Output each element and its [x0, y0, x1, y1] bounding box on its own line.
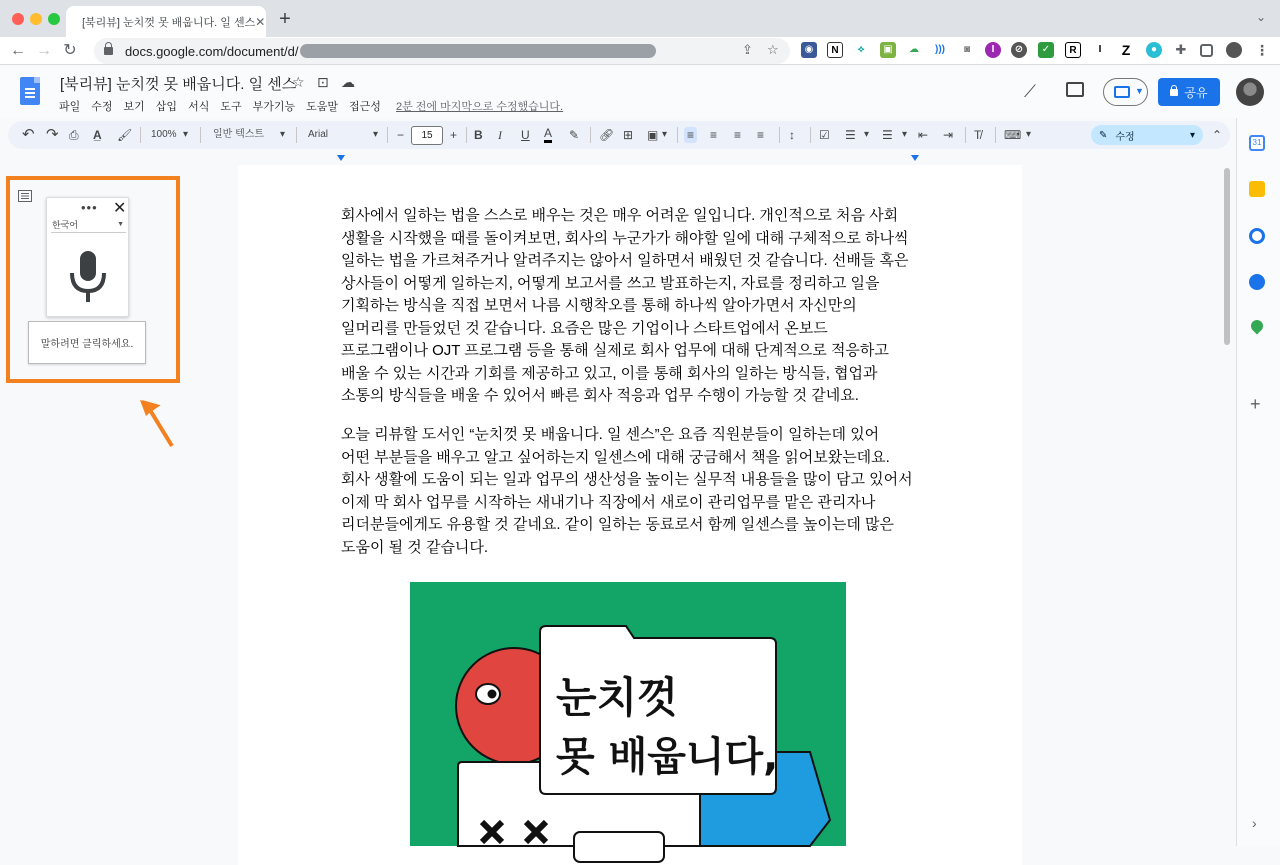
insert-link-icon[interactable]: 🔗︎ [599, 128, 615, 142]
extension-8-icon[interactable]: I [985, 42, 1001, 58]
tab-close-button[interactable]: ✕ [255, 14, 266, 29]
calendar-icon[interactable]: 31 [1249, 135, 1265, 151]
mode-chevron-icon: ▾ [1189, 129, 1195, 141]
formatting-toolbar [8, 121, 1230, 149]
vertical-scrollbar[interactable] [1223, 165, 1231, 846]
line-spacing-icon[interactable]: ↕ [789, 128, 795, 142]
last-edit-link[interactable]: 2분 전에 마지막으로 수정했습니다. [396, 101, 564, 113]
input-tools-chevron-icon[interactable]: ▾ [1026, 129, 1032, 140]
toolbar-divider [140, 127, 141, 143]
image-chevron-icon[interactable]: ▾ [662, 129, 668, 140]
extension-6-icon[interactable]: ))) [932, 42, 948, 58]
zoom-chevron-icon[interactable]: ▾ [183, 129, 189, 140]
window-close-button[interactable] [12, 13, 24, 25]
decrease-font-size-button[interactable]: − [397, 128, 405, 142]
menu-edit[interactable]: 수정 [91, 101, 113, 113]
align-right-icon[interactable]: ≡ [734, 128, 742, 142]
collapse-toolbar-chevron-icon[interactable]: ⌃ [1212, 128, 1223, 142]
window-zoom-button[interactable] [48, 13, 60, 25]
extension-4-icon[interactable]: ▣ [880, 42, 896, 58]
browser-tab-bar [0, 0, 1280, 37]
cover-title-line1: 눈치껏 [556, 673, 678, 722]
cloud-status-icon[interactable]: ☁ [341, 74, 355, 90]
camera-extension-icon[interactable]: ◙ [959, 42, 975, 58]
keep-icon[interactable] [1249, 181, 1265, 197]
microphone-icon[interactable] [69, 251, 107, 303]
menu-tools[interactable]: 도구 [220, 101, 242, 113]
right-indent-marker[interactable] [911, 155, 919, 161]
side-panel-icon[interactable] [1200, 44, 1213, 57]
toolbar-divider [810, 127, 811, 143]
font-size-input[interactable]: 15 [411, 126, 443, 145]
numbered-chevron-icon[interactable]: ▾ [902, 129, 908, 140]
paint-format-icon[interactable]: 🖌︎ [117, 128, 133, 142]
voice-language-select[interactable] [51, 217, 126, 233]
more-menu-icon[interactable]: ⋮ [1255, 42, 1269, 58]
document-title[interactable]: [북리뷰] 눈치껏 못 배웁니다. 일 센스 [60, 76, 297, 93]
notion-extension-icon[interactable]: N [827, 42, 843, 58]
extensions-puzzle-icon[interactable]: ✚ [1173, 42, 1189, 58]
toolbar-divider [590, 127, 591, 143]
lock-icon [1170, 89, 1178, 96]
contacts-icon[interactable] [1249, 274, 1265, 290]
font-select[interactable]: Arial [308, 129, 329, 140]
bullet-chevron-icon[interactable]: ▾ [864, 129, 870, 140]
url-text: docs.google.com/document/d/ [125, 43, 299, 59]
back-arrow-icon[interactable]: ← [10, 42, 26, 59]
style-chevron-icon[interactable]: ▾ [280, 129, 286, 140]
justify-icon[interactable]: ≡ [757, 128, 765, 142]
menu-bar [59, 98, 392, 114]
reload-icon[interactable]: ↻ [63, 42, 77, 59]
italic-button[interactable]: I [498, 128, 502, 142]
forward-arrow-icon[interactable]: → [36, 42, 52, 59]
cover-pupil [488, 690, 497, 699]
user-avatar[interactable] [1236, 78, 1264, 106]
clear-formatting-icon[interactable]: T̸ [974, 128, 982, 142]
lock-icon [104, 47, 113, 55]
body-paragraph-2[interactable]: 오늘 리뷰할 도서인 “눈치껏 못 배웁니다. 일 센스”은 요즘 직원분들이 일하는데 있어 어떤 부분들을 배우고 알고 싶어하는지 일센스에 대해 궁금해서 책을 읽어보왔는데요. 회사 생활에 도움이 되는 일과 업무의 생산성을 높이는 실무적 내용들을 많이 담고 있어서 이제 막 회사 업무를 시작하는 새내기나 직장에서 새로이 관리업무를 맡은 관리자나 리더분들에게도 유용할 것 같네요. 같이 일하는 동료로서 함께 일센스를 높이는데 많은 도움이 될 것 같습니다. [341, 426, 913, 556]
tasks-icon[interactable] [1249, 228, 1265, 244]
toolbar-divider [677, 127, 678, 143]
tab-search-chevron-icon[interactable]: ⌄ [1255, 10, 1266, 24]
underline-button[interactable]: U [521, 128, 530, 142]
extension-9-icon[interactable]: ⊘ [1011, 42, 1027, 58]
checklist-icon[interactable]: ☑ [819, 128, 830, 142]
toolbar-divider [779, 127, 780, 143]
url-redacted [300, 44, 656, 58]
present-button[interactable] [1103, 78, 1148, 106]
keyboard-input-icon[interactable]: ⌨ [1004, 128, 1022, 142]
menu-insert[interactable]: 삽입 [155, 101, 178, 113]
pencil-icon: ✎ [1099, 129, 1108, 141]
spellcheck-icon[interactable]: A̲ [93, 128, 102, 142]
toolbar-divider [965, 127, 966, 143]
voice-language-label: 한국어 [52, 220, 79, 230]
address-bar[interactable] [94, 38, 790, 64]
extension-z-icon[interactable]: Z [1118, 42, 1134, 58]
numbered-list-icon[interactable]: ☰ [882, 128, 893, 142]
paragraph-style-select[interactable]: 일반 텍스트 [213, 129, 265, 140]
share-label: 공유 [1184, 85, 1208, 100]
editing-mode-select[interactable] [1091, 125, 1203, 145]
chevron-down-icon: ▼ [1135, 86, 1144, 96]
align-center-icon[interactable]: ≡ [710, 128, 718, 142]
menu-addons[interactable]: 부가기능 [252, 101, 296, 113]
editing-mode-label: 수정 [1115, 131, 1135, 143]
align-left-icon[interactable]: ≡ [684, 127, 697, 143]
document-outline-icon[interactable] [18, 190, 32, 202]
voice-close-icon[interactable]: ✕ [113, 200, 127, 217]
print-icon[interactable]: ⎙ [69, 128, 79, 142]
extension-1-icon[interactable]: ◉ [801, 42, 817, 58]
toolbar-divider [387, 127, 388, 143]
docs-logo-icon[interactable] [20, 77, 40, 105]
checkmark-extension-icon[interactable]: ✓ [1038, 42, 1054, 58]
move-folder-icon[interactable]: ⊡ [317, 74, 329, 90]
cover-title-line2: 못 배웁니다, [556, 734, 779, 780]
comment-history-icon[interactable] [1066, 82, 1084, 97]
undo-icon[interactable]: ↶ [22, 126, 35, 143]
left-indent-marker[interactable] [337, 155, 345, 161]
cloud-extension-icon[interactable]: ☁ [906, 42, 922, 58]
activity-trend-icon[interactable]: ⟋ [1024, 82, 1036, 101]
new-tab-button[interactable]: + [279, 8, 291, 30]
extension-3-icon[interactable]: ⟡ [853, 42, 869, 58]
star-icon[interactable]: ☆ [292, 74, 305, 90]
language-chevron-icon: ▼ [117, 221, 124, 228]
cover-mouth-shape [574, 832, 664, 862]
present-screen-icon [1114, 86, 1130, 98]
share-button[interactable] [1158, 78, 1220, 106]
toolbar-divider [200, 127, 201, 143]
voice-options-icon[interactable]: ••• [81, 200, 98, 215]
redo-icon[interactable]: ↷ [46, 126, 59, 143]
text-color-button[interactable]: A [544, 127, 552, 143]
menu-format[interactable]: 서식 [188, 101, 210, 113]
ruler [0, 152, 1236, 162]
book-cover-image[interactable] [410, 582, 846, 846]
menu-help[interactable]: 도움말 [306, 101, 338, 113]
decrease-indent-icon[interactable]: ⇤ [918, 128, 929, 142]
extension-i-icon[interactable]: I [1092, 42, 1108, 58]
zoom-select[interactable]: 100% [151, 129, 177, 140]
bulleted-list-icon[interactable]: ☰ [845, 128, 856, 142]
voice-tooltip: 말하려면 클릭하세요. [28, 321, 146, 364]
browser-tab[interactable] [66, 6, 266, 37]
bold-button[interactable]: B [474, 128, 483, 142]
menu-view[interactable]: 보기 [123, 101, 145, 113]
hide-panel-chevron-icon[interactable]: › [1252, 815, 1257, 831]
orange-arrow-annotation [138, 398, 178, 452]
scrollbar-thumb[interactable] [1224, 168, 1230, 345]
toolbar-divider [296, 127, 297, 143]
window-minimize-button[interactable] [30, 13, 42, 25]
toolbar-divider [466, 127, 467, 143]
highlight-color-icon[interactable]: ✎ [569, 128, 580, 142]
menu-file[interactable]: 파일 [59, 101, 81, 113]
tab-title: [북리뷰] 눈치껏 못 배웁니다. 일 센스 [82, 16, 256, 29]
insert-image-icon[interactable]: ▣ [647, 128, 659, 142]
share-page-icon[interactable]: ⇪ [742, 42, 753, 57]
menu-accessibility[interactable]: 접근성 [349, 101, 381, 113]
font-chevron-icon[interactable]: ▾ [373, 129, 379, 140]
add-apps-icon[interactable]: + [1250, 394, 1261, 414]
browser-toolbar [0, 37, 1280, 65]
increase-font-size-button[interactable]: + [450, 128, 458, 142]
extension-14-icon[interactable]: ● [1146, 42, 1162, 58]
toolbar-divider [995, 127, 996, 143]
body-paragraph-1[interactable]: 회사에서 일하는 법을 스스로 배우는 것은 매우 어려운 일입니다. 개인적으로 처음 사회 생활을 시작했을 때를 돌이켜보면, 회사의 누군가가 해야할 일에 대해 구체적으로 하나씩 일하는 법을 가르쳐주거나 알려주지는 않아서 일하면서 배웠던 것 같습니다. 선배들 혹은 상사들이 어떻게 일하는지, 어떻게 보고서를 쓰고 발표하는지, 자료를 정리하고 일을 기획하는 방식을 직접 보면서 나름 시행착오를 통해 하나씩 알아가면서 자신만의 일머리를 만들었던 것 같습니다. 요즘은 많은 기업이나 스타트업에서 온보드 프로그램이나 OJT 프로그램 등을 통해 실제로 회사 업무에 대해 단계적으로 적응하고 배울 수 있는 시간과 기회를 제공하고 있고, 이를 통해 회사의 일하는 방식들, 협업과 소통의 방식들을 배울 수 있어서 빠른 회사 적응과 업무 수행이 가능할 것 같네요. [341, 207, 909, 404]
add-comment-icon[interactable]: ⊞ [623, 128, 634, 142]
bookmark-star-icon[interactable]: ☆ [767, 42, 779, 57]
extension-r-icon[interactable]: R [1065, 42, 1081, 58]
profile-avatar-icon[interactable] [1226, 42, 1242, 58]
increase-indent-icon[interactable]: ⇥ [943, 128, 954, 142]
